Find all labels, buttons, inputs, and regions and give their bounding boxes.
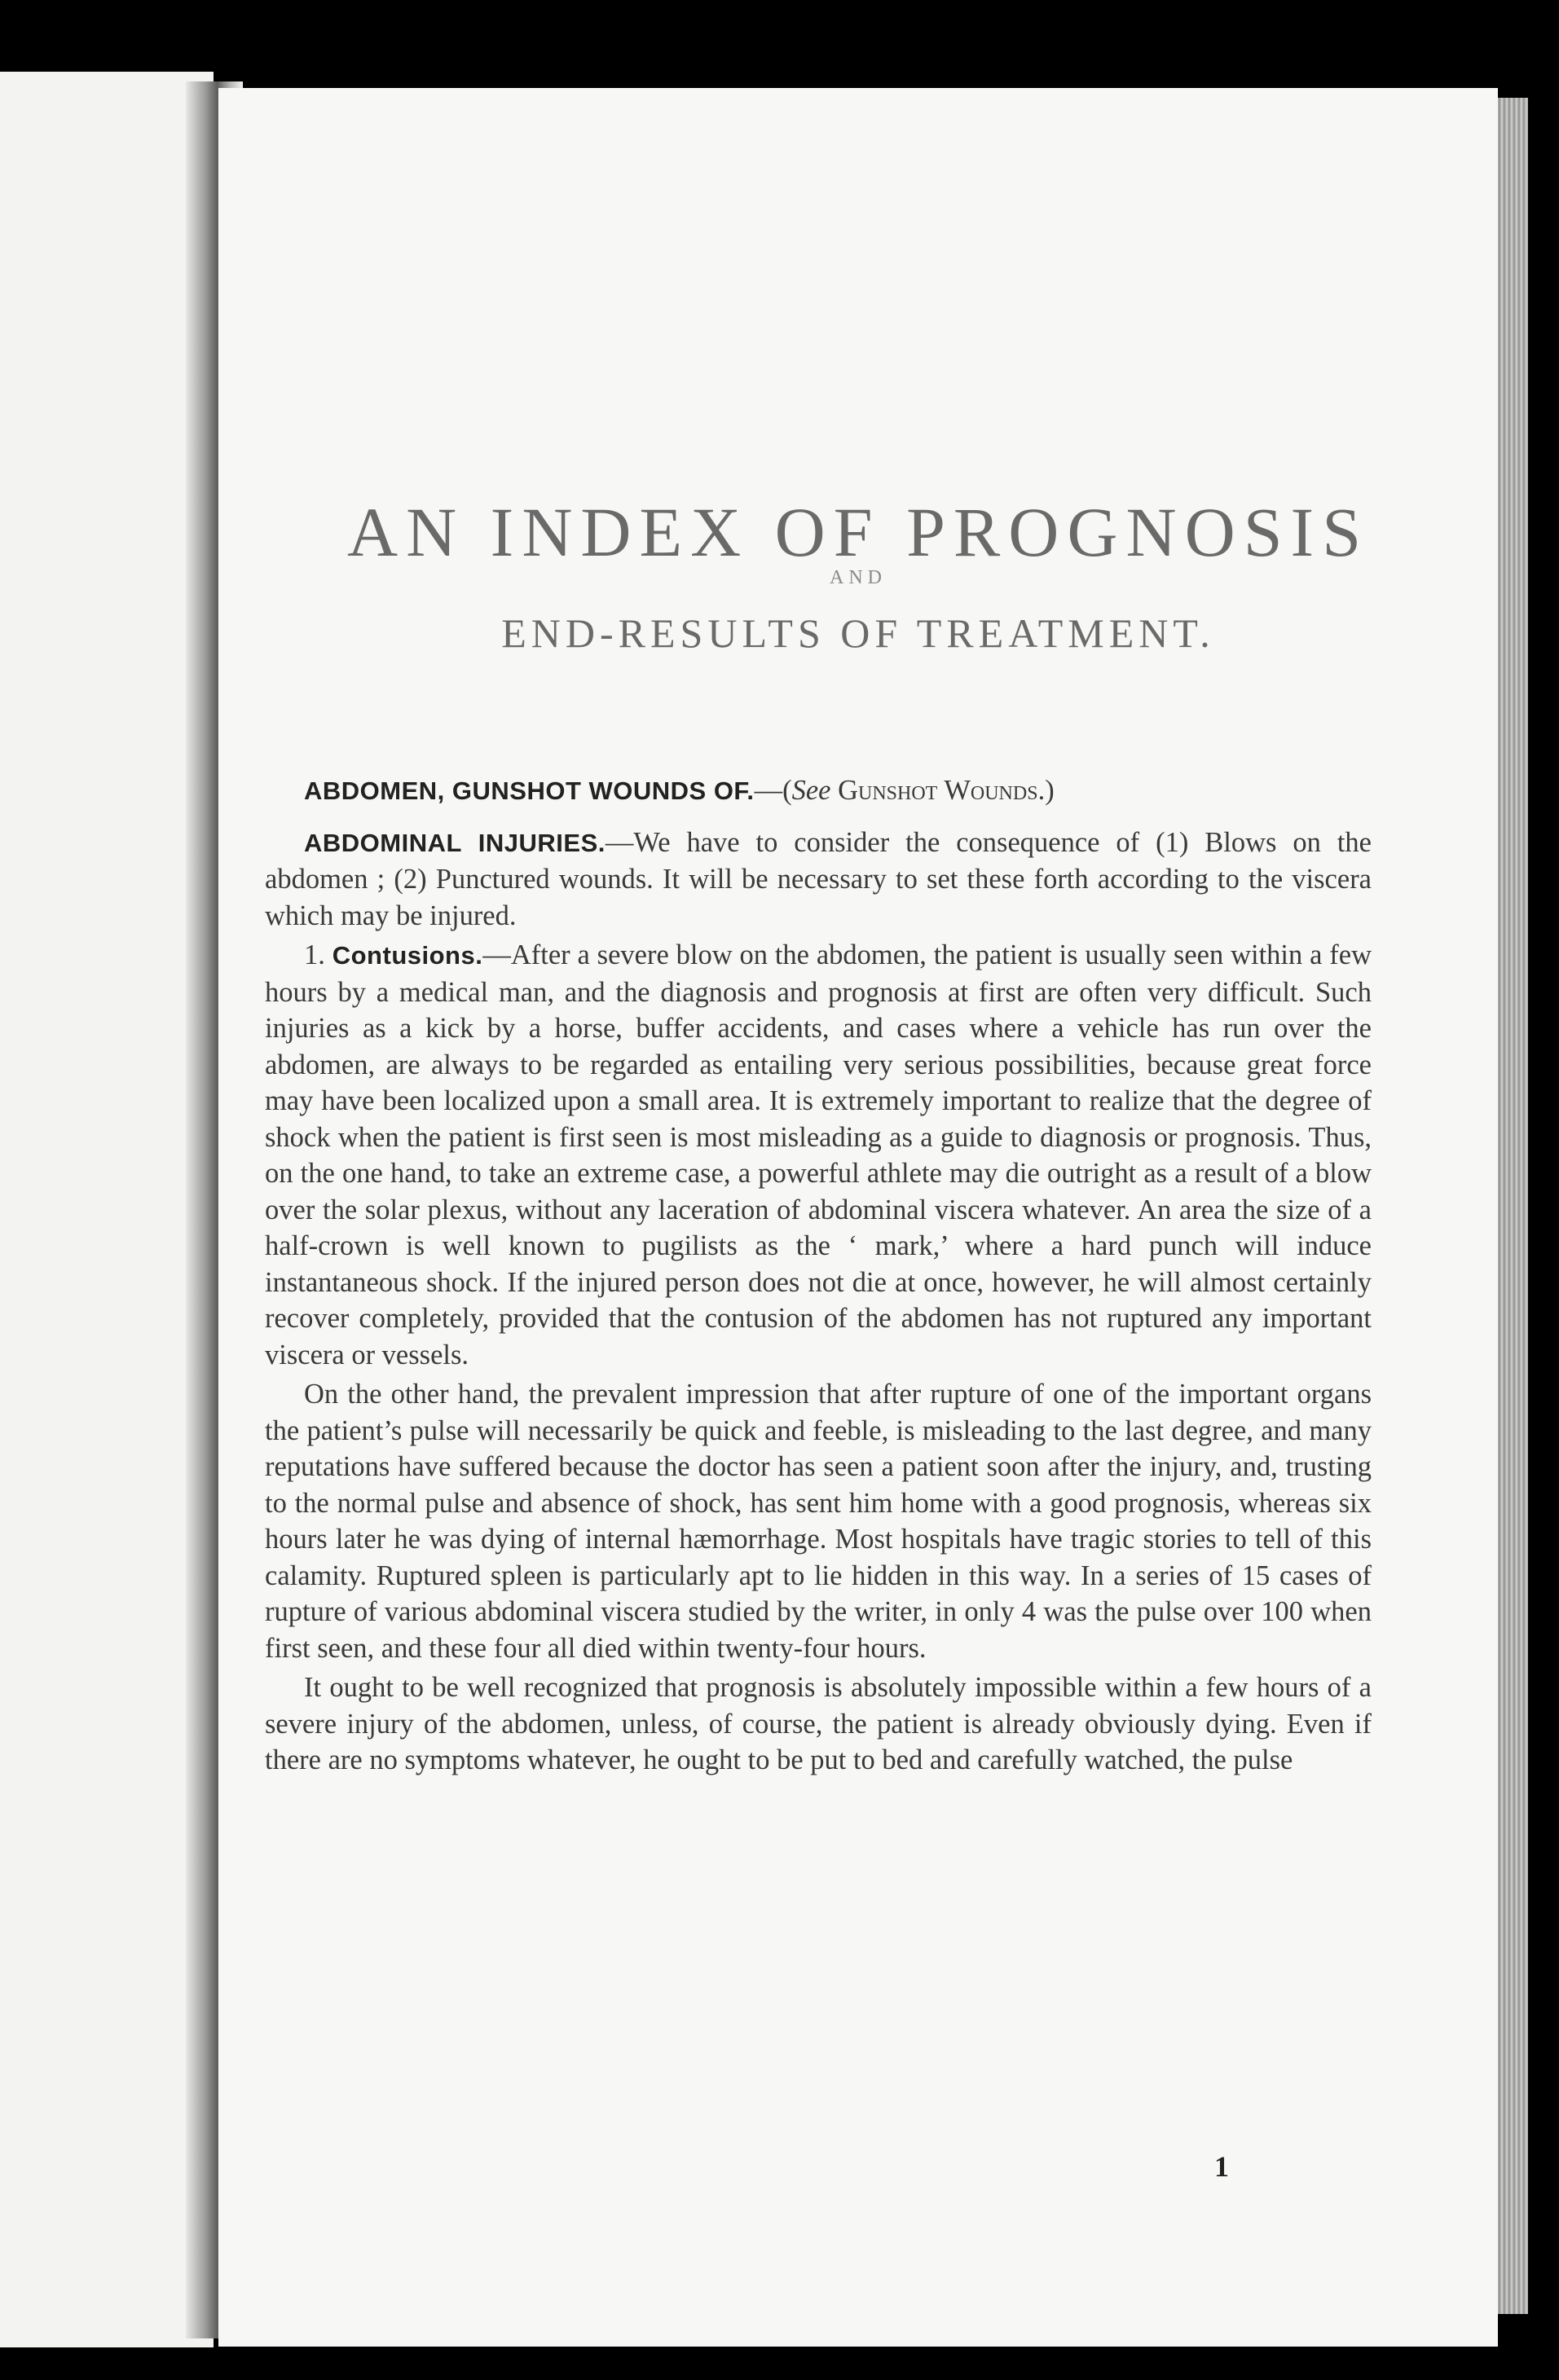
body-text	[265, 772, 1372, 1782]
subsection-contusions	[265, 937, 1372, 1373]
entry-heading: ABDOMINAL INJURIES.	[304, 828, 606, 857]
subsection-number: 1.	[304, 939, 332, 970]
entry-abdomen-gunshot: ABDOMEN, GUNSHOT WOUNDS OF.—(See Gunshot Wounds.)	[304, 775, 1055, 806]
page-subtitle: END-RESULTS OF TREATMENT.	[501, 610, 1215, 656]
paragraph-text: —After a severe blow on the abdomen, the patient is usually seen within a few hours by a medical man, and the diagnosis and prognosis at first are often very difficult. Such injuries as a kick by a horse, buffer accidents, and cases where a vehicle has run over the abdomen, are always to be regarded as entailing very serious possibilities, because great force may have been localized upon a small area. It is extremely important to realize that the degree of shock when the patient is first seen is most misleading as a guide to diagnosis or prognosis. Thus, on the one hand, to take an extreme case, a powerful athlete may die outright as a result of a blow over the solar plexus, without any laceration of abdominal viscera whatever. An area the size of a half-crown is well known to pugilists as the ‘ mark,’ where a hard punch will induce instantaneous shock. If the injured person does not die at once, however, he will almost certainly recover completely, provided that the contusion of the abdomen has not ruptured any important viscera or vessels.	[265, 939, 1372, 1370]
title-conjunction: AND	[830, 567, 887, 588]
entry-abdominal-injuries	[265, 825, 1372, 935]
paragraph: It ought to be well recognized that prognosis is absolutely impossible within a few hours of a severe injury of the abdomen, unless, of course, the patient is already obviously dying. Even if there are no symptoms whatever, he ought to be put to bed and carefully watched, the pulse	[265, 1672, 1372, 1775]
entry-heading: ABDOMEN, GUNSHOT WOUNDS OF.	[304, 776, 755, 805]
cross-reference: Gunshot Wounds.	[838, 775, 1046, 806]
see-reference: See	[791, 775, 831, 806]
book-page	[218, 88, 1498, 2347]
page-number: 1	[1214, 2150, 1229, 2183]
page-title: AN INDEX OF PROGNOSIS	[346, 493, 1370, 571]
left-facing-page	[0, 72, 214, 2347]
paragraph-text: —We have to consider the consequence of (1) Blows on the abdomen ; (2) Punctured wounds. It will be necessary to set these forth according to the viscera which may be injured.	[265, 826, 1372, 931]
paragraph: On the other hand, the prevalent impression that after rupture of one of the important organs the patient’s pulse will necessarily be quick and feeble, is misleading to the last degree, and many reputations have suffered because the doctor has seen a patient soon after the injury, and, trusting to the normal pulse and absence of shock, has sent him home with a good prognosis, whereas six hours later he was dying of internal hæmorrhage. Most hospitals have tragic stories to tell of this calamity. Ruptured spleen is particularly apt to lie hidden in this way. In a series of 15 cases of rupture of various abdominal viscera studied by the writer, in only 4 was the pulse over 100 when first seen, and these four all died within twenty-four hours.	[265, 1379, 1372, 1664]
subsection-heading: Contusions.	[332, 941, 483, 970]
